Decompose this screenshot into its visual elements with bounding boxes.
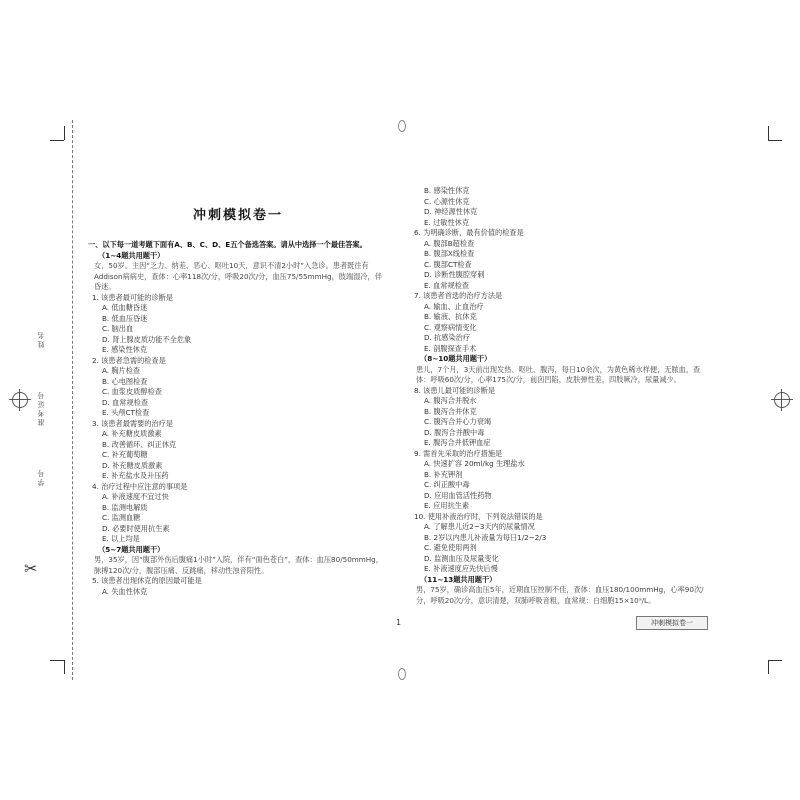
answer-option: D. 监测血压及尿量变化 [424,553,499,563]
answer-option: D. 肾上腺皮质功能不全危象 [102,334,192,344]
answer-option: E. 血常规检查 [424,280,470,290]
section-instructions: 一、以下每一道考题下面有A、B、C、D、E五个备选答案。请从中选择一个最佳答案。 [88,240,367,249]
question-stem: 9. 需首先采取的治疗措施是 [414,448,503,458]
crop-mark-bl-h [50,660,64,661]
question-group-header: （1~4题共用题干） [98,250,165,260]
crop-mark-br-h [768,660,782,661]
crop-mark-tl-h [50,140,64,141]
answer-option: E. 腹泻合并低钾血症 [424,438,491,447]
answer-option: C. 补充葡萄糖 [102,450,148,459]
case-paragraph: 女，50岁。主因“乏力、纳差、恶心、呕吐10天，意识不清2小时”入急诊。患者既往有Addison病病史，查体：心率118次/分，呼吸20次/分，血压75/55mmHg，肢端湿冷，伴昏迷。 [94,261,382,291]
question-stem: 1. 该患者最可能的诊断是 [92,292,174,302]
answer-option: D. 诊断性腹腔穿刺 [424,270,485,279]
question-stem: 2. 该患者急需的检查是 [92,355,166,365]
answer-option: C. 脑出血 [102,324,134,333]
answer-option: D. 血常规检查 [102,397,149,407]
right-page [410,186,710,606]
question-group-header: （5~7题共用题干） [98,544,165,554]
case-paragraph: 男，75岁，确诊高血压5年，近期血压控制不佳，查体：血压180/100mmHg，心率90次/分，呼吸20次/分，意识清楚，双肺呼吸音粗，血常规：白细胞15×10⁹/L。 [416,585,704,605]
question-stem: 4. 治疗过程中应注意的事项是 [92,481,188,491]
question-group-header: （8~10题共用题干） [420,354,492,363]
answer-option: B. 腹部X线检查 [424,249,475,258]
answer-option: B. 补充钾剂 [424,469,463,479]
answer-option: D. 抗感染治疗 [424,333,471,342]
answer-option: E. 应用抗生素 [424,501,470,510]
page-title: 冲刺模拟卷一 [192,208,283,223]
margin-label-name: 姓名 [37,330,45,348]
answer-option: C. 腹泻合并心力衰竭 [424,417,492,426]
question-stem: 3. 该患者最需要的治疗是 [92,418,174,428]
answer-option: E. 补液速度应先快后慢 [424,564,498,573]
question-stem: 6. 为明确诊断，最有价值的检查是 [414,228,524,237]
answer-option: E. 以上均是 [102,534,140,543]
footer-tab: 冲刺模拟卷一 [636,616,708,630]
answer-option: A. 补充糖皮质激素 [102,429,162,438]
case-paragraph: 男，35岁，因“腹部外伤后腹痛1小时”入院，伴有“面色苍白”，查体：血压80/50mmHg，脉搏120次/分，腹部压痛、反跳痛，移动性浊音阳性。 [94,555,383,575]
answer-option: D. 补充糖皮质激素 [102,460,163,470]
answer-option: A. 了解患儿近2~3天内的尿量情况 [424,522,535,531]
answer-option: B. 低血压昏迷 [102,313,148,323]
answer-option: D. 应用血管活性药物 [424,490,492,500]
binding-dashed-line [72,120,73,680]
fold-mark-top [398,120,406,132]
registration-mark-right [774,392,790,408]
answer-option: C. 腹部CT检查 [424,259,472,269]
answer-option: A. 补液速度不宜过快 [102,492,169,501]
answer-option: A. 腹部B超检查 [424,238,475,248]
answer-option: C. 监测血糖 [102,513,141,522]
answer-option: C. 避免使用两剂 [424,543,477,552]
page-number: 1 [396,618,402,627]
answer-option: B. 2岁以内患儿补液量为每日1/2~2/3 [424,532,547,542]
crop-mark-bl-v [64,660,65,674]
crop-mark-br-v [768,660,769,674]
answer-option: B. 输液、抗休克 [424,312,477,321]
margin-label-student-number: 学号 [37,468,45,486]
answer-option: C. 血浆皮质醇检查 [102,387,162,396]
answer-option: D. 腹泻合并酸中毒 [424,427,485,437]
answer-option: E. 感染性休克 [102,345,148,354]
crop-mark-tr-v [768,126,769,140]
crop-mark-tl-v [64,126,65,140]
answer-option: B. 监测电解质 [102,502,148,512]
question-stem: 7. 该患者首选的治疗方法是 [414,291,503,300]
answer-option: E. 头颅CT检查 [102,408,150,417]
registration-mark-left [12,392,28,408]
answer-option: A. 快速扩容 20ml/kg 生理盐水 [424,459,525,468]
answer-option: E. 过敏性休克 [424,217,470,227]
answer-option: B. 心电图检查 [102,376,148,386]
question-group-header: （11~13题共用题干） [420,574,497,584]
answer-option: D. 神经源性休克 [424,207,478,216]
question-stem: 10. 使用补液治疗时，下列说法错误的是 [414,511,543,521]
question-stem: 5. 该患者出现休克的原因最可能是 [92,576,202,585]
answer-option: C. 纠正酸中毒 [424,480,470,489]
answer-option: C. 心源性休克 [424,196,470,206]
answer-option: A. 失血性休克 [102,586,148,596]
answer-option: A. 胸片检查 [102,366,141,375]
answer-option: E. 补充盐水及升压药 [102,471,169,480]
answer-option: B. 感染性休克 [424,186,470,195]
answer-option: A. 低血糖昏迷 [102,303,148,312]
answer-option: E. 剖腹探查手术 [424,343,477,353]
answer-option: C. 观察病情变化 [424,322,477,332]
case-paragraph: 患儿，7个月，3天前出现发热、呕吐、腹泻，每日10余次，为黄色稀水样便，无脓血，查体：呼吸60次/分，心率175次/分，前囟凹陷，皮肤弹性差，四肢厥冷，尿量减少。 [416,364,701,384]
left-question-column [88,251,388,598]
fold-mark-bottom [398,668,406,680]
answer-option: A. 腹泻合并脱水 [424,396,477,405]
answer-option: B. 腹泻合并休克 [424,406,477,416]
scissors-icon: ✂ [24,559,38,578]
answer-option: A. 输血、止血治疗 [424,301,484,311]
margin-label-exam-number: 准考证号 [37,390,45,426]
crop-mark-tr-h [768,140,782,141]
right-question-column [410,186,710,606]
question-stem: 8. 该患儿最可能的诊断是 [414,385,496,395]
answer-option: D. 必要时使用抗生素 [102,523,170,533]
answer-option: B. 改善循环、纠正休克 [102,439,177,449]
left-page [88,240,388,597]
